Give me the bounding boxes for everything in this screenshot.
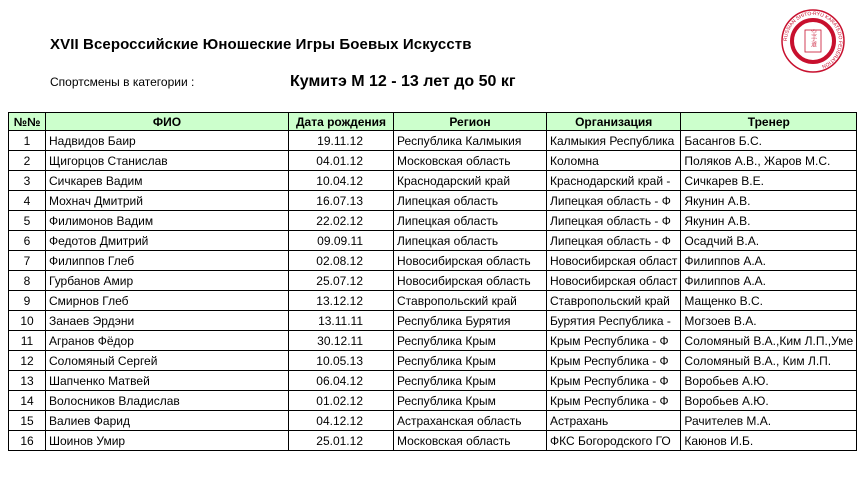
cell-name: Волосников Владислав <box>46 391 289 411</box>
cell-region: Республика Крым <box>394 391 547 411</box>
cell-coach: Каюнов И.Б. <box>681 431 857 451</box>
table-row <box>9 391 857 411</box>
cell-birthdate: 02.08.12 <box>289 251 394 271</box>
column-header-region: Регион <box>394 113 547 131</box>
table-row <box>9 431 857 451</box>
cell-organization: Краснодарский край - <box>547 171 681 191</box>
cell-number: 5 <box>9 211 46 231</box>
cell-organization: Коломна <box>547 151 681 171</box>
cell-region: Ставропольский край <box>394 291 547 311</box>
cell-name: Занаев Эрдэни <box>46 311 289 331</box>
cell-number: 12 <box>9 351 46 371</box>
cell-organization: Новосибирская област <box>547 251 681 271</box>
cell-birthdate: 01.02.12 <box>289 391 394 411</box>
cell-birthdate: 06.04.12 <box>289 371 394 391</box>
cell-birthdate: 16.07.13 <box>289 191 394 211</box>
cell-organization: Калмыкия Республика <box>547 131 681 151</box>
cell-organization: Бурятия Республика - <box>547 311 681 331</box>
cell-organization: Липецкая область - Ф <box>547 231 681 251</box>
cell-coach: Соломяный В.А.,Ким Л.П.,Уме <box>681 331 857 351</box>
cell-region: Липецкая область <box>394 231 547 251</box>
cell-number: 4 <box>9 191 46 211</box>
cell-birthdate: 25.01.12 <box>289 431 394 451</box>
cell-coach: Воробьев А.Ю. <box>681 391 857 411</box>
cell-region: Московская область <box>394 151 547 171</box>
cell-birthdate: 13.12.12 <box>289 291 394 311</box>
cell-coach: Басангов Б.С. <box>681 131 857 151</box>
cell-birthdate: 25.07.12 <box>289 271 394 291</box>
cell-name: Мохнач Дмитрий <box>46 191 289 211</box>
cell-number: 11 <box>9 331 46 351</box>
cell-name: Филимонов Вадим <box>46 211 289 231</box>
column-header-coach: Тренер <box>681 113 857 131</box>
table-header-row <box>9 113 857 131</box>
cell-name: Сичкарев Вадим <box>46 171 289 191</box>
cell-birthdate: 30.12.11 <box>289 331 394 351</box>
column-header-birthdate: Дата рождения <box>289 113 394 131</box>
cell-region: Московская область <box>394 431 547 451</box>
cell-coach: Мащенко В.С. <box>681 291 857 311</box>
cell-organization: Крым Республика - Ф <box>547 331 681 351</box>
cell-number: 10 <box>9 311 46 331</box>
table-row <box>9 131 857 151</box>
cell-number: 14 <box>9 391 46 411</box>
column-header-number: №№ <box>9 113 46 131</box>
cell-organization: Крым Республика - Ф <box>547 351 681 371</box>
cell-name: Валиев Фарид <box>46 411 289 431</box>
federation-logo <box>780 8 846 74</box>
table-row <box>9 351 857 371</box>
cell-name: Соломяный Сергей <box>46 351 289 371</box>
table-row <box>9 411 857 431</box>
cell-number: 2 <box>9 151 46 171</box>
cell-number: 15 <box>9 411 46 431</box>
table-row <box>9 331 857 351</box>
category-label: Спортсмены в категории : <box>50 75 195 89</box>
cell-coach: Поляков А.В., Жаров М.С. <box>681 151 857 171</box>
cell-organization: Липецкая область - Ф <box>547 191 681 211</box>
cell-birthdate: 04.01.12 <box>289 151 394 171</box>
cell-number: 9 <box>9 291 46 311</box>
table-row <box>9 211 857 231</box>
cell-region: Республика Крым <box>394 331 547 351</box>
logo-arc-text: RUSSIAN SHITO-RYU KARATEDO FEDERATION <box>782 10 844 70</box>
cell-coach: Филиппов А.А. <box>681 271 857 291</box>
cell-name: Смирнов Глеб <box>46 291 289 311</box>
cell-region: Астраханская область <box>394 411 547 431</box>
cell-name: Шапченко Матвей <box>46 371 289 391</box>
cell-coach: Соломяный В.А., Ким Л.П. <box>681 351 857 371</box>
cell-name: Надвидов Баир <box>46 131 289 151</box>
table-row <box>9 271 857 291</box>
cell-organization: Астрахань <box>547 411 681 431</box>
cell-name: Щигорцов Станислав <box>46 151 289 171</box>
cell-number: 1 <box>9 131 46 151</box>
cell-coach: Могзоев В.А. <box>681 311 857 331</box>
cell-coach: Филиппов А.А. <box>681 251 857 271</box>
table-row <box>9 311 857 331</box>
cell-coach: Рачителев М.А. <box>681 411 857 431</box>
table-row <box>9 191 857 211</box>
cell-region: Республика Бурятия <box>394 311 547 331</box>
cell-number: 8 <box>9 271 46 291</box>
column-header-organization: Организация <box>547 113 681 131</box>
cell-region: Липецкая область <box>394 211 547 231</box>
cell-coach: Сичкарев В.Е. <box>681 171 857 191</box>
cell-coach: Якунин А.В. <box>681 211 857 231</box>
cell-region: Республика Калмыкия <box>394 131 547 151</box>
table-row <box>9 151 857 171</box>
cell-organization: ФКС Богородского ГО <box>547 431 681 451</box>
cell-number: 13 <box>9 371 46 391</box>
table-row <box>9 371 857 391</box>
cell-number: 16 <box>9 431 46 451</box>
participants-table <box>8 112 857 451</box>
cell-birthdate: 10.05.13 <box>289 351 394 371</box>
cell-organization: Крым Республика - Ф <box>547 391 681 411</box>
cell-name: Федотов Дмитрий <box>46 231 289 251</box>
table-row <box>9 251 857 271</box>
cell-birthdate: 22.02.12 <box>289 211 394 231</box>
logo-center-text: 空手道 <box>809 29 817 47</box>
cell-birthdate: 09.09.11 <box>289 231 394 251</box>
cell-region: Липецкая область <box>394 191 547 211</box>
cell-name: Агранов Фёдор <box>46 331 289 351</box>
cell-organization: Крым Республика - Ф <box>547 371 681 391</box>
cell-organization: Ставропольский край <box>547 291 681 311</box>
cell-organization: Липецкая область - Ф <box>547 211 681 231</box>
cell-birthdate: 13.11.11 <box>289 311 394 331</box>
cell-number: 6 <box>9 231 46 251</box>
table-row <box>9 171 857 191</box>
page-title: XVII Всероссийские Юношеские Игры Боевых Искусств <box>50 36 472 53</box>
table-row <box>9 291 857 311</box>
cell-birthdate: 19.11.12 <box>289 131 394 151</box>
cell-organization: Новосибирская област <box>547 271 681 291</box>
cell-name: Филиппов Глеб <box>46 251 289 271</box>
column-header-name: ФИО <box>46 113 289 131</box>
cell-name: Гурбанов Амир <box>46 271 289 291</box>
cell-coach: Якунин А.В. <box>681 191 857 211</box>
cell-birthdate: 10.04.12 <box>289 171 394 191</box>
cell-region: Новосибирская область <box>394 271 547 291</box>
cell-region: Республика Крым <box>394 371 547 391</box>
cell-region: Новосибирская область <box>394 251 547 271</box>
cell-name: Шоинов Умир <box>46 431 289 451</box>
cell-number: 3 <box>9 171 46 191</box>
category-value: Кумитэ М 12 - 13 лет до 50 кг <box>290 73 516 90</box>
cell-region: Республика Крым <box>394 351 547 371</box>
cell-birthdate: 04.12.12 <box>289 411 394 431</box>
table-row <box>9 231 857 251</box>
cell-coach: Осадчий В.А. <box>681 231 857 251</box>
cell-coach: Воробьев А.Ю. <box>681 371 857 391</box>
cell-number: 7 <box>9 251 46 271</box>
cell-region: Краснодарский край <box>394 171 547 191</box>
